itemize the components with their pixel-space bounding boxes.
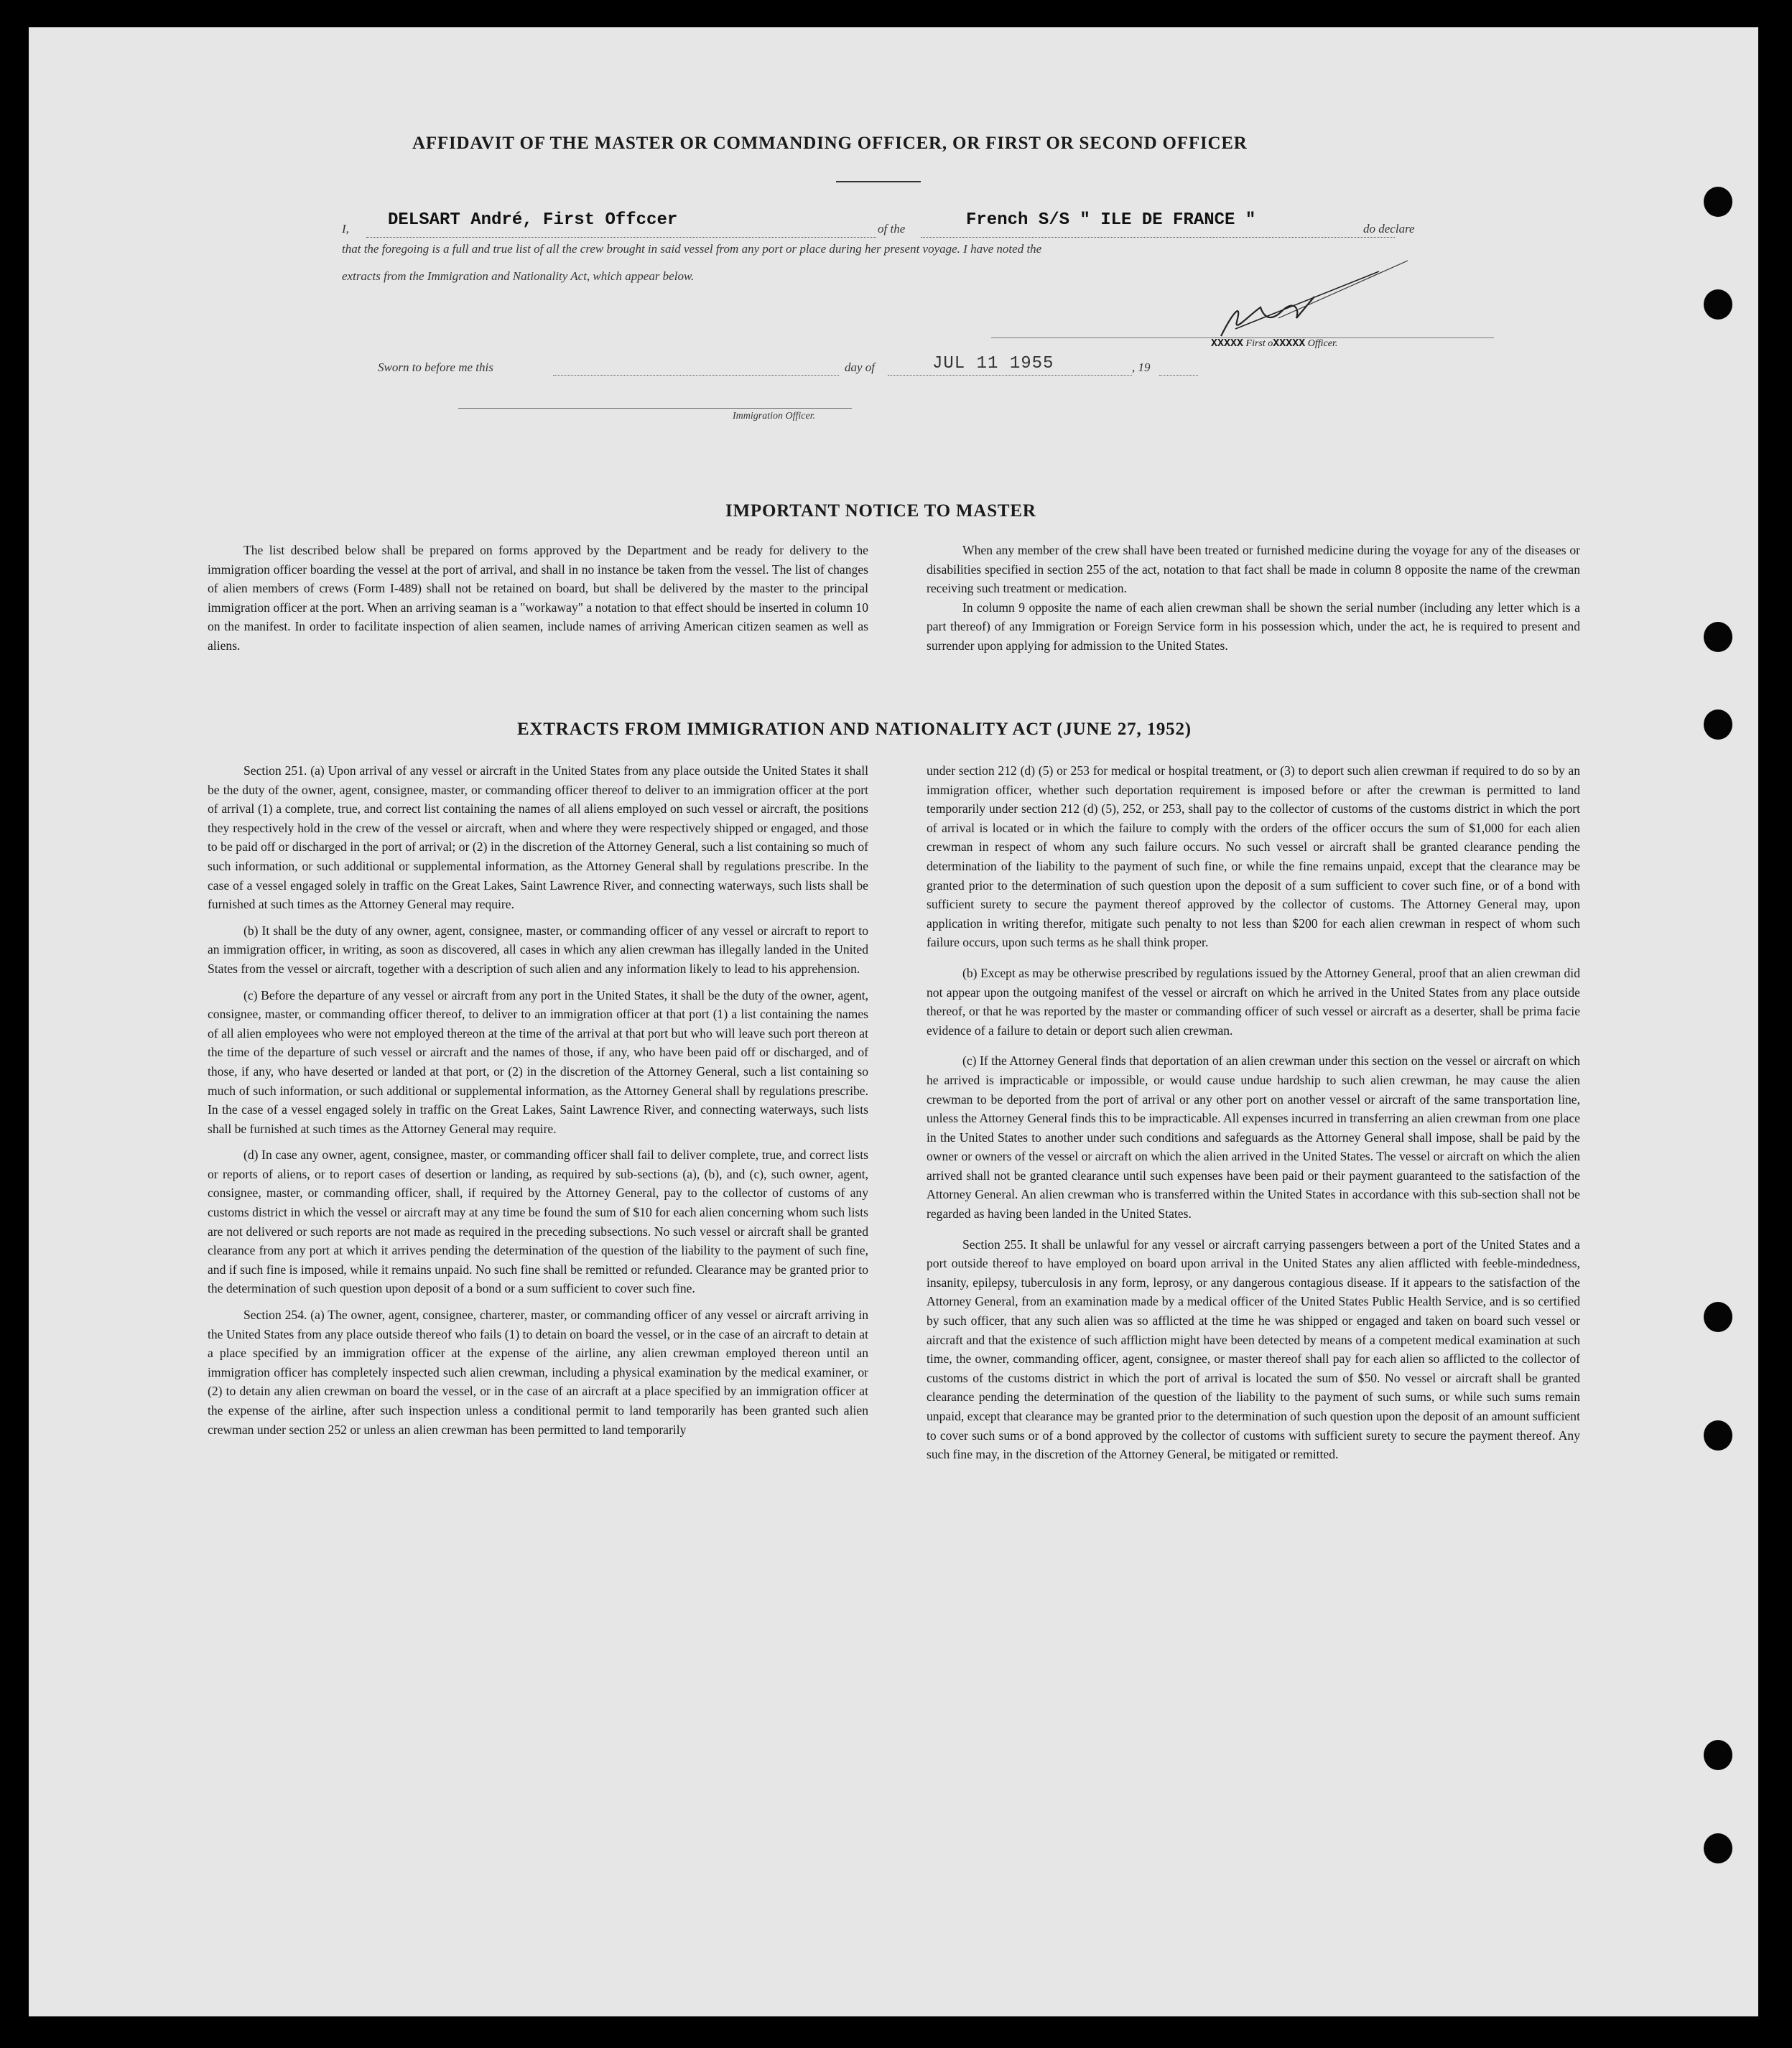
- sworn-day-line: [553, 375, 839, 376]
- extract-section-251b: (b) It shall be the duty of any owner, agent, consignee, master, or commanding officer of any vessel or aircraft to report to an immigration officer, in writing, as soon as discovered, all cases in which any alien crewman has illegally landed in the United States from the vessel or aircraft, together with a description of such alien and any information likely to lead to his apprehension.: [208, 923, 868, 976]
- extracts-title: EXTRACTS FROM IMMIGRATION AND NATIONALITY ACT (JUNE 27, 1952): [517, 720, 1192, 739]
- declare-label: do declare: [1363, 222, 1415, 236]
- notice-left-column: [208, 541, 868, 663]
- affidavit-title: AFFIDAVIT OF THE MASTER OR COMMANDING OFFICER, OR FIRST OR SECOND OFFICER: [412, 134, 1248, 153]
- sworn-month-line: [888, 375, 1132, 376]
- punch-hole: [1704, 1420, 1732, 1451]
- extract-section-255: Section 255. It shall be unlawful for any vessel or aircraft carrying passengers between a port of the United States and a port outside thereof to have employed on board upon arrival in the United States any alien afflicted with feeble-mindedness, insanity, epilepsy, tuberculosis in any form, leprosy, or any dangerous contagious disease. If it appears to the satisfaction of the Attorney General, from an examination made by a medical officer of the United States Public Health Service, and is so certified by such officer, that any such alien was so afflicted at the time he was shipped or engaged and taken on board such vessel or aircraft and that the existence of such affliction might have been detected by means of a competent medical examination at such time, the owner, commanding officer, agent, consignee, or master thereof shall pay for each alien so afflicted to the collector of customs of the customs district in which the port of arrival is located the sum of $50. No vessel or aircraft shall be granted clearance pending the determination of the question of the liability to the payment of such sums, or while such sums remain unpaid, except that clearance may be granted prior to the determination of such question upon the deposit of an amount sufficient to cover such sums or of a bond approved by the collector of customs with sufficient surety to secure the payment thereof. Any such fine may, in the discretion of the Attorney General, be mitigated or remitted.: [927, 1237, 1580, 1462]
- vessel-line: [921, 237, 1395, 238]
- notice-right-paragraph-2: In column 9 opposite the name of each alien crewman shall be shown the serial number (including any letter which is a part thereof) of any Immigration or Foreign Service form in his possession which, under the act, he is required to present and surrender upon applying for admission to the United States.: [927, 600, 1580, 653]
- sworn-label: Sworn to before me this: [378, 360, 493, 374]
- extract-section-254a: Section 254. (a) The owner, agent, consignee, charterer, master, or commanding officer of any vessel or aircraft arriving in the United States from any place outside thereof who fails (1) to detain on board the vessel, or in the case of an aircraft to detain at a place specified by an immigration officer at the expense of the airline, any alien crewman employed thereon until an immigration officer has completely inspected such alien crewman, including a physical examination by the medical examiner, or (2) to detain any alien crewman on board the vessel, or in the case of an aircraft at a place specified by an immigration officer at the expense of the airline, after such inspection unless a conditional permit to land temporarily has been granted such alien crewman under section 252 or unless an alien crewman has been permitted to land temporarily: [208, 1308, 868, 1437]
- of-the-label: of the: [878, 222, 906, 236]
- punch-hole: [1704, 289, 1732, 320]
- i-label: I,: [342, 222, 349, 236]
- struck-title-2: XXXXX: [1273, 338, 1306, 350]
- officer-title: [1211, 338, 1337, 350]
- document-page: [29, 27, 1758, 2016]
- punch-hole: [1704, 1740, 1732, 1770]
- name-line: [366, 237, 876, 238]
- punch-hole: [1704, 1302, 1732, 1332]
- officer-title-or: o: [1268, 338, 1273, 349]
- punch-hole: [1704, 187, 1732, 217]
- year-line: [1159, 375, 1198, 376]
- immigration-officer-label: Immigration Officer.: [733, 411, 816, 422]
- vessel-name: French S/S " ILE DE FRANCE ": [966, 210, 1256, 230]
- officer-signature: [1192, 257, 1436, 350]
- extracts-right-column: [927, 761, 1580, 1471]
- notice-right-column: [927, 541, 1580, 663]
- extract-section-254c: (c) If the Attorney General finds that deportation of an alien crewman under this section on the vessel or aircraft on which he arrived is impracticable or impossible, or would cause undue hardship to such alien crewman, he may cause the alien crewman to be deported from the port of arrival or any other port on another vessel or aircraft of the same transportation line, unless the Attorney General finds this to be impracticable. All expenses incurred in transferring an alien crewman from one place in the United States to another under such conditions and safeguards as the Attorney General shall impose, shall be paid by the owner or owners of the vessel or aircraft on which the alien arrived in the United States. The vessel or aircraft on which the alien arrived shall not be granted clearance until such expenses have been paid or their payment guaranteed to the satisfaction of the Attorney General. An alien crewman who is transferred within the United States in accordance with this sub-section shall not be regarded as having been landed in the United States.: [927, 1053, 1580, 1221]
- date-stamp: JUL 11 1955: [932, 354, 1054, 373]
- punch-hole: [1704, 1833, 1732, 1863]
- notice-left-paragraph: The list described below shall be prepared on forms approved by the Department and be ready for delivery to the immigration officer boarding the vessel at the port of arrival, and shall in no instance be taken from the vessel. The list of changes of alien members of crews (Form I-489) shall not be retained on board, but shall be delivered by the master to the principal immigration officer at the port. When an arriving seaman is a "workaway" a notation to that effect should be inserted in column 10 on the manifest. In order to facilitate inspection of alien seamen, include names of arriving American citizen seamen as well as aliens.: [208, 543, 868, 653]
- extract-section-254b: (b) Except as may be otherwise prescribed by regulations issued by the Attorney General, proof that an alien crewman did not appear upon the outgoing manifest of the vessel or aircraft on which he arrived in the United States from any place outside thereof, or that he was reported by the master or commanding officer of such vessel or aircraft as a deserter, shall be prima facie evidence of a failure to detain or deport such alien crewman.: [927, 965, 1580, 1038]
- struck-title-1: XXXXX: [1211, 338, 1244, 350]
- officer-title-first: First: [1245, 338, 1266, 349]
- statement-line-1: that the foregoing is a full and true list of all the crew brought in said vessel from any port or place during her present voyage. I have noted the: [342, 242, 1042, 256]
- punch-hole: [1704, 709, 1732, 740]
- year-label: , 19: [1132, 360, 1151, 374]
- extract-section-251c: (c) Before the departure of any vessel or aircraft from any port in the United States, it shall be the duty of the owner, agent, consignee, master, or commanding officer thereof, to deliver to an immigration officer at that port (1) a list containing the names of all alien employees who were not employed thereon at the time of the arrival at that port but who will leave such port thereon at the time of the departure of such vessel or aircraft and the names of those, if any, who have been paid off or discharged, and of those, if any, who have deserted or landed at that port, or (2) in the discretion of the Attorney General, such a list containing so much of such information, or such additional or supplemental information, as the Attorney General shall by regulations prescribe. In the case of a vessel engaged solely in traffic on the Great Lakes, Saint Lawrence River, and connecting waterways, such lists shall be furnished at such times as the Attorney General may require.: [208, 987, 868, 1136]
- extract-section-251a: Section 251. (a) Upon arrival of any vessel or aircraft in the United States from any place outside the United States it shall be the duty of the owner, agent, consignee, master, or commanding officer thereof to deliver to an immigration officer at the port of arrival (1) a complete, true, and correct list containing the names of all aliens employed on such vessel or aircraft, the positions they respectively hold in the crew of the vessel or aircraft, when and where they were respectively shipped or engaged, and those to be paid off or discharged in the port of arrival; or (2) in the discretion of the Attorney General, such a list containing so much of such information, or such additional or supplemental information, as the Attorney General shall by regulations prescribe. In the case of a vessel engaged solely in traffic on the Great Lakes, Saint Lawrence River, and connecting waterways, such lists shall be furnished at such times as the Attorney General may require.: [208, 763, 868, 912]
- officer-title-suffix: Officer.: [1307, 338, 1338, 349]
- day-of-label: day of: [845, 360, 876, 374]
- notice-title: IMPORTANT NOTICE TO MASTER: [725, 501, 1036, 521]
- statement-line-2: extracts from the Immigration and Nationality Act, which appear below.: [342, 269, 695, 283]
- title-divider: [836, 181, 921, 182]
- extracts-left-column: [208, 761, 868, 1446]
- extract-section-251d: (d) In case any owner, agent, consignee, master, or commanding officer shall fail to deliver complete, true, and correct lists or reports of aliens, or to report cases of desertion or landing, as required by sub-sections (a), (b), and (c), such owner, agent, consignee, master, or commanding officer, shall, if required by the Attorney General, pay to the collector of customs of any customs district in which the vessel or aircraft may at any time be found the sum of $10 for each alien concerning whom such lists are not delivered or such reports are not made as required in the preceding subsections. No such vessel or aircraft shall be granted clearance from any port at which it arrives pending the determination of the question of the liability to the payment of such fine, and if such fine is imposed, while it remains unpaid. No such fine shall be remitted or refunded. Clearance may be granted prior to the determination of such question upon deposit of a bond or a sum sufficient to cover such fine.: [208, 1148, 868, 1296]
- notice-right-paragraph-1: When any member of the crew shall have been treated or furnished medicine during the voyage for any of the diseases or disabilities specified in section 255 of the act, notation to that fact shall be made in column 8 opposite the name of the crewman receiving such treatment or medication.: [927, 543, 1580, 596]
- immigration-officer-line: [458, 408, 852, 409]
- officer-name: DELSART André, First Offccer: [388, 210, 678, 230]
- punch-hole: [1704, 622, 1732, 652]
- extract-section-254a-cont: under section 212 (d) (5) or 253 for medical or hospital treatment, or (3) to deport such alien crewman if required to do so by an immigration officer, whether such deportation requirement is imposed before or after the crewman is permitted to land temporarily under section 212 (d) (5), 252, or 253, shall pay to the collector of customs of the customs district in which the port of arrival is located or in which the failure to comply with the orders of the officer occurs the sum of $1,000 for each alien crewman in respect of whom any such failure occurs. No such vessel or aircraft shall be granted clearance pending the determination of the liability to the payment of such fine, or while the fine remains unpaid, except that the clearance may be granted prior to the determination of such question upon the deposit of a sum sufficient to cover such fine, or of a bond with sufficient surety to secure the payment thereof approved by the collector of customs. The Attorney General may, upon application in writing therefor, mitigate such penalty to not less than $200 for each alien crewman in respect of whom such failure occurs, upon such terms as he shall think proper.: [927, 763, 1580, 950]
